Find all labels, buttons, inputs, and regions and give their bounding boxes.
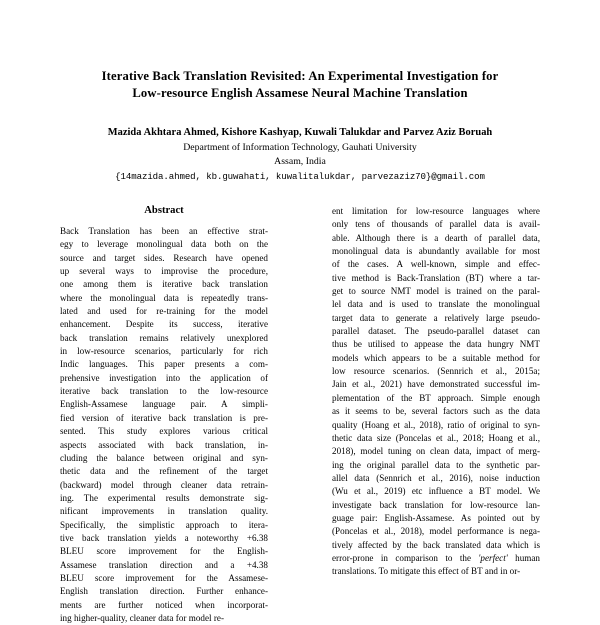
introduction-line: allel data (Sennrich et al., 2016), noise induction <box>332 472 540 483</box>
author-block <box>60 126 540 184</box>
introduction-line: translations. To mitigate this effect of BT and in or- <box>332 566 521 577</box>
abstract-line: back translation remains relatively unexplored <box>60 332 268 343</box>
email-addresses: {14mazida.ahmed, kb.guwahati, kuwalitalukdar, parvezaziz70}@gmail.com <box>115 171 485 182</box>
introduction-line: only tens of thousands of parallel data is avail- <box>332 219 540 230</box>
abstract-line: aspects associated with back translation, in- <box>60 439 268 450</box>
abstract-line: (backward) model through cleaner data retrain- <box>60 479 268 490</box>
introduction-line: (Poncelas et al., 2018), model performance is nega- <box>332 526 540 537</box>
abstract-line: lated and used for re-training for the model <box>60 306 268 317</box>
introduction-line: error-prone in comparison to the 'perfect' human <box>332 552 540 563</box>
affiliation: Department of Information Technology, Gauhati University <box>183 142 417 153</box>
introduction-line: target data to generate a relatively large pseudo- <box>332 312 540 323</box>
introduction-line: investigate back translation for low-resource lan- <box>332 499 540 510</box>
introduction-line: low resource scenarios. (Sennrich et al., 2015a; <box>332 366 540 377</box>
abstract-text <box>60 225 268 625</box>
abstract-line: ing. The experimental results demonstrate sig- <box>60 492 268 503</box>
introduction-line: tive method is Back-Translation (BT) where a tar- <box>332 272 540 283</box>
abstract-line: thetic data and the refinement of the target <box>60 466 268 477</box>
abstract-line: where the monolingual data is repeatedly trans- <box>60 292 268 303</box>
page-title <box>60 68 540 102</box>
introduction-line: of the cases. A well-known, simple and effec- <box>332 259 540 270</box>
introduction-line: as it seems to be, several factors such as the data <box>332 406 540 417</box>
abstract-line: in low-resource scenarios, particularly for rich <box>60 346 268 357</box>
abstract-line: BLEU score improvement for the Assamese- <box>60 572 268 583</box>
location: Assam, India <box>274 155 326 167</box>
introduction-line: ing the original parallel data to the synthetic par- <box>332 459 540 470</box>
author-list <box>60 126 540 140</box>
introduction-line: thetic data size (Poncelas et al., 2018; Hoang et al., <box>332 432 540 443</box>
introduction-line: lel data and is used to translate the monolingual <box>332 299 540 310</box>
author-conjunction: and <box>380 127 404 138</box>
abstract-line: cluding the balance between original and syn- <box>60 452 268 463</box>
abstract-line: Specifically, the simplistic approach to itera- <box>60 519 268 530</box>
left-column <box>60 204 268 623</box>
introduction-line: plementation of the BT approach. Simple enough <box>332 392 540 403</box>
introduction-line: get to source NMT model is trained on the paral- <box>332 286 540 297</box>
abstract-line: up several ways to improvise the procedure, <box>60 266 268 277</box>
title-line-2: Low-resource English Assamese Neural Machine Translation <box>132 86 468 100</box>
introduction-line: guage pair: English-Assamese. As pointed out by <box>332 512 540 523</box>
author-name-last: Parvez Aziz Boruah <box>403 127 493 138</box>
title-block <box>60 0 540 184</box>
abstract-line: English-Assamese language pair. A simpli- <box>60 399 268 410</box>
author-names-primary: Mazida Akhtara Ahmed, Kishore Kashyap, Kuwali Talukdar <box>107 127 381 138</box>
introduction-line: thus be utilised to appease the data hungry NMT <box>332 339 540 350</box>
abstract-line: prehensive investigation into the application of <box>60 372 268 383</box>
introduction-text <box>332 205 540 579</box>
introduction-line: ent limitation for low-resource languages where <box>332 206 540 216</box>
abstract-line: nificant improvements in translation quality. <box>60 506 268 517</box>
abstract-line: enhancement. Despite its success, iterative <box>60 319 268 330</box>
introduction-line: Jain et al., 2021) have demonstrated successful im- <box>332 379 540 390</box>
introduction-line: monolingual data is abundantly available for most <box>332 246 540 257</box>
abstract-line: ments are further noticed when incorporat- <box>60 599 268 610</box>
introduction-line: tively affected by the back translated data which is <box>332 539 540 550</box>
abstract-line: English translation direction. Further enhance- <box>60 586 268 597</box>
introduction-line: parallel dataset. The pseudo-parallel dataset can <box>332 326 540 337</box>
introduction-line: 2018), model tuning on clean data, impact of merg- <box>332 446 540 457</box>
abstract-line: fied version of iterative back translation is pre- <box>60 412 268 423</box>
abstract-line: Assamese translation direction and a +4.38 <box>60 559 268 570</box>
abstract-heading: Abstract <box>144 205 184 216</box>
emphasis-text: 'perfect' <box>478 552 508 563</box>
abstract-line: Indic languages. This paper presents a com- <box>60 359 268 370</box>
title-line-1: Iterative Back Translation Revisited: An Experimental Investigation for <box>101 69 499 83</box>
abstract-line: one among them is iterative back translation <box>60 279 268 290</box>
abstract-line: sented. This study explores various critical <box>60 426 268 437</box>
abstract-line: egy to leverage monolingual data both on the <box>60 239 268 250</box>
introduction-line: able. Although there is a dearth of parallel data, <box>332 232 540 243</box>
abstract-line: source and target sides. Research have opened <box>60 252 268 263</box>
right-column <box>332 204 540 600</box>
abstract-line: tive back translation yields a noteworthy +6.38 <box>60 532 268 543</box>
abstract-line: ing higher-quality, cleaner data for model re- <box>60 612 225 623</box>
introduction-line: models which appears to be a suitable method for <box>332 352 540 363</box>
introduction-line: (Wu et al., 2019) etc influence a BT model. We <box>332 486 540 497</box>
abstract-line: iterative back translation to the low-resource <box>60 386 268 397</box>
abstract-line: Back Translation has been an effective strat- <box>60 226 268 236</box>
abstract-line: BLEU score improvement for the English- <box>60 546 268 557</box>
two-column-body <box>60 204 540 623</box>
introduction-line: quality (Hoang et al., 2018), ratio of original to syn- <box>332 419 540 430</box>
